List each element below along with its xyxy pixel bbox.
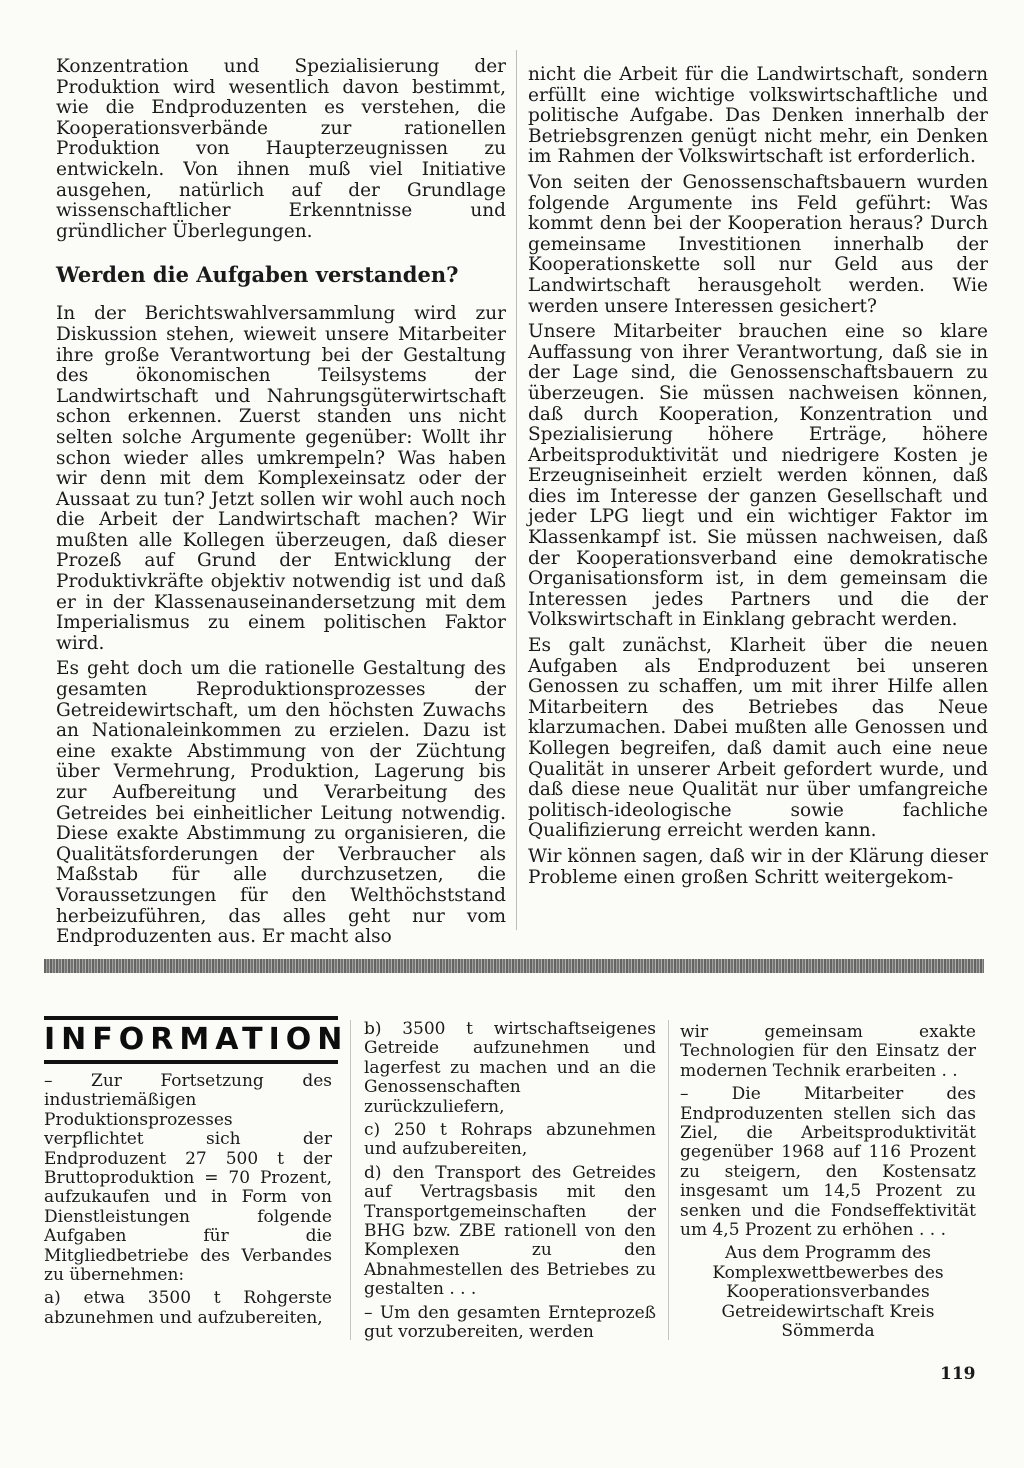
section-heading: Werden die Aufgaben verstanden?	[56, 262, 459, 288]
paragraph: Unsere Mitarbeiter brauchen eine so klare Auffassung von ihrer Verantwortung, daß sie in der Lage sind, die Genossenschaftsbauern zu überzeugen. Sie müssen nachweisen können, daß durch Kooperation, Konzentration und Spezialisierung höhere Erträge, höhere Arbeitsproduktivität und niedrigere Kosten je Erzeugniseinheit erzielt werden können, daß dies im Interesse der ganzen Gesellschaft und jeder LPG liegt und ein wichtiger Faktor im Klassenkampf ist. Sie müssen nachweisen, daß der Kooperationsverband eine demokratische Organisationsform ist, in dem gemeinsam die Interessen jedes Partners und die der Volkswirtschaft in Einklang gebracht werden.	[528, 321, 988, 631]
paragraph: nicht die Arbeit für die Landwirtschaft, sondern erfüllt eine wichtige volkswirtschaftliche und politische Aufgabe. Das Denken innerhalb der Betriebsgrenzen genügt nicht mehr, ein Denken im Rahmen der Volkswirtschaft ist erforderlich.	[528, 64, 988, 168]
info-divider	[668, 1020, 669, 1340]
paragraph: Es galt zunächst, Klarheit über die neuen Aufgaben als Endproduzent bei unseren Genossen zu schaffen, um mit ihrer Hilfe allen Mitarbeitern des Betriebes das Neue klarzumachen. Dabei mußten alle Genossen und Kollegen begreifen, daß damit auch eine neue Qualität in unserer Arbeit gefordert wurde, und daß diese neue Qualität nur über umfangreiche politisch-ideologische sowie fachliche Qualifizierung erreicht werden kann.	[528, 635, 988, 842]
info-column-2	[364, 1020, 656, 1347]
paragraph: Wir können sagen, daß wir in der Klärung dieser Probleme einen großen Schritt weitergekom-	[528, 845, 988, 888]
info-source: Aus dem Programm des Komplexwettbewerbes des Kooperationsverbandes Getreidewirtschaft Kreis Sömmerda	[712, 1243, 944, 1342]
info-paragraph: a) etwa 3500 t Rohgerste abzunehmen und aufzubereiten,	[44, 1288, 332, 1328]
info-paragraph: c) 250 t Rohraps abzunehmen und aufzubereiten,	[364, 1120, 656, 1160]
article-column-right	[528, 65, 988, 893]
column-divider	[516, 50, 517, 930]
info-divider	[350, 1020, 351, 1340]
paragraph: Konzentration und Spezialisierung der Produktion wird wesentlich davon bestimmt, wie die Endproduzenten es verstehen, die Kooperationsverbände zur rationellen Produktion von Haupterzeugnissen zu entwickeln. Von ihnen muß viel Initiative ausgehen, natürlich auf der Grundlage wissenschaftlicher Erkenntnisse und gründlicher Überlegungen.	[56, 56, 506, 242]
page-number: 119	[940, 1364, 976, 1384]
article-column-left	[56, 57, 506, 953]
info-paragraph: wir gemeinsam exakte Technologien für den Einsatz der modernen Technik erarbeiten . .	[680, 1022, 976, 1081]
paragraph: Es geht doch um die rationelle Gestaltung des gesamten Reproduktionsprozesses der Getreidewirtschaft, um den höchsten Zuwachs an Nationaleinkommen zu erzielen. Dazu ist eine exakte Abstimmung von der Züchtung über Vermehrung, Produktion, Lagerung bis zur Aufbereitung und Verarbeitung des Getreides bei einheitlicher Leitung notwendig. Diese exakte Abstimmung zu organisieren, die Qualitätsforderungen der Verbraucher als Maßstab für alle durchzusetzen, die Voraussetzungen für den Welthöchststand herbeizuführen, das alles geht nur vom Endproduzenten aus. Er macht also	[56, 658, 506, 948]
separator-band	[44, 959, 984, 973]
info-column-1	[44, 1072, 332, 1332]
info-column-3	[680, 1023, 976, 1346]
paragraph: In der Berichtswahlversammlung wird zur Diskussion stehen, wieweit unsere Mitarbeiter ihre große Verantwortung bei der Gestaltung des ökonomischen Teilsystems der Landwirtschaft und Nahrungsgüterwirtschaft schon erkennen. Zuerst standen uns nicht selten solche Argumente gegenüber: Wollt ihr schon wieder alles umkrempeln? Was haben wir denn mit dem Komplexeinsatz oder der Aussaat zu tun? Jetzt sollen wir wohl auch noch die Arbeit der Landwirtschaft machen? Wir mußten alle Kollegen überzeugen, daß dieser Prozeß auf Grund der Entwicklung der Produktivkräfte objektiv notwendig ist und daß er in der Klassenauseinandersetzung mit dem Imperialismus zu einem politischen Faktor wird.	[56, 303, 506, 654]
info-paragraph: – Um den gesamten Ernteprozeß gut vorzubereiten, werden	[364, 1302, 656, 1343]
info-paragraph: b) 3500 t wirtschaftseigenes Getreide aufzunehmen und lagerfest zu machen und an die Genossenschaften zurückzuliefern,	[364, 1019, 656, 1117]
info-paragraph: – Zur Fortsetzung des industriemäßigen Produktionsprozesses verpflichtet sich der Endproduzent 27 500 t der Bruttoproduktion = 70 Prozent, aufzukaufen und in Form von Dienstleistungen folgende Aufgaben für die Mitgliedbetriebe des Verbandes zu übernehmen:	[44, 1071, 332, 1286]
paragraph: Von seiten der Genossenschaftsbauern wurden folgende Argumente ins Feld geführt: Was kommt denn bei der Kooperation heraus? Durch gemeinsame Investitionen innerhalb der Kooperationskette soll nur Geld aus der Landwirtschaft herausgeholt werden. Wie werden unsere Interessen gesichert?	[528, 171, 988, 317]
info-paragraph: d) den Transport des Getreides auf Vertragsbasis mit den Transportgemeinschaften der BHG bzw. ZBE rationell von den Komplexen zu den Abnahmestellen des Betriebes zu gestalten . . .	[364, 1162, 656, 1300]
info-paragraph: – Die Mitarbeiter des Endproduzenten stellen sich das Ziel, die Arbeitsproduktivität gegenüber 1968 auf 116 Prozent zu steigern, den Kostensatz insgesamt um 14,5 Prozent zu senken und die Fondseffektivität um 4,5 Prozent zu erhöhen . . .	[680, 1084, 976, 1241]
information-heading: INFORMATION	[44, 1016, 338, 1064]
